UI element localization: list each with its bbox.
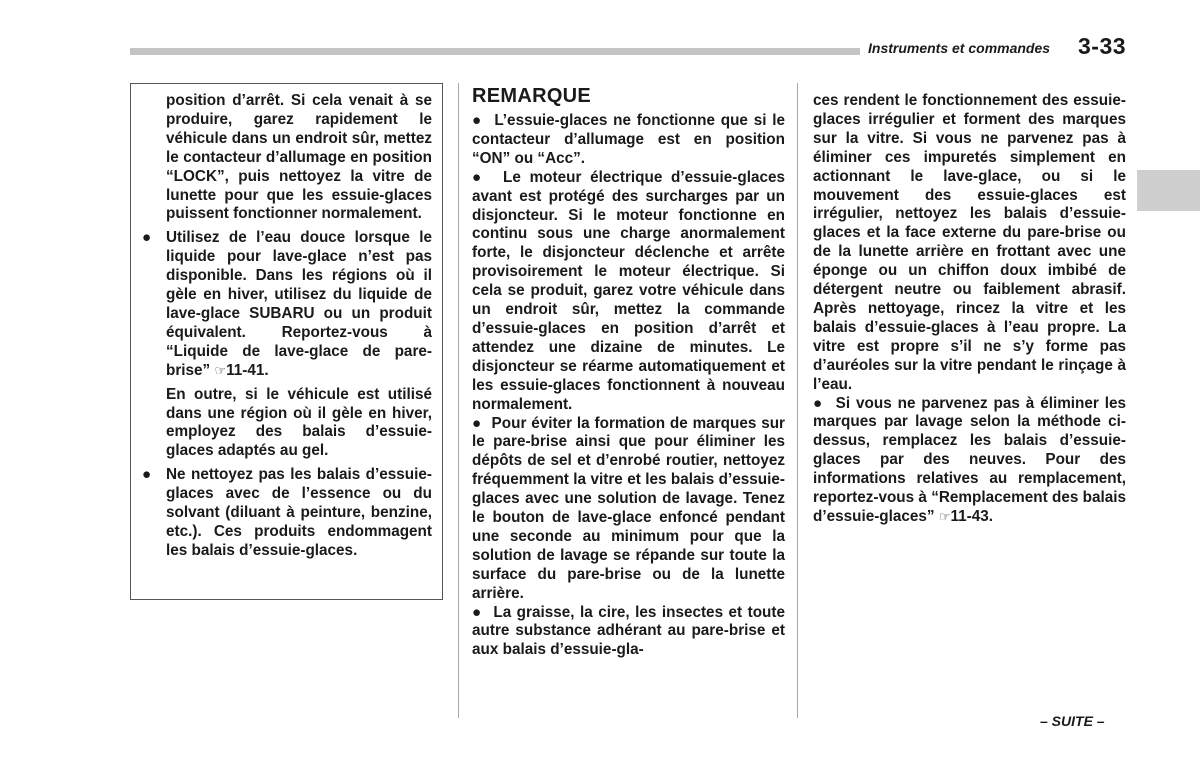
bullet-icon: ●: [472, 168, 486, 186]
remark-text: Le moteur électrique d’essuie-glaces avant est protégé des surcharges par un disjoncteur. Si le moteur fonctionne en continu sous une charge anormalement forte, le disjoncteur déclenche et arrête provisoirement le moteur électrique. Si cela se produit, garez votre véhicule dans un endroit sûr, mettez la commande d’essuie-glaces en position d’arrêt et attendez une dizaine de minutes. Le disjoncteur se réarme automatiquement et les essuie-glaces fonctionnent à nouveau normalement.: [472, 168, 785, 413]
bullet-icon: ●: [472, 112, 483, 129]
warning-bullet-extra: En outre, si le véhicule est utilisé dans une région où il gèle en hiver, employez des balais d’essuie-glaces adaptés au gel.: [166, 385, 432, 460]
remark-item: [472, 169, 785, 415]
remark-text: Si vous ne parvenez pas à éliminer les marques par lavage selon la méthode ci-dessus, remplacez les balais d’essuie-glaces par des neuves. Pour des informations relatives au remplacement, reportez-vous à “Remplacement des balais d’essuie-glaces”: [813, 394, 1127, 525]
warning-content: [142, 92, 432, 561]
remark-item: [472, 415, 785, 604]
remark-item: [472, 112, 785, 169]
remark-item: [813, 395, 1126, 527]
remark-text-continued: ces rendent le fonctionnement des essuie-glaces irrégulier et forment des marques sur la vitre. Si vous ne parvenez pas à éliminer ces impuretés simplement en actionnant le lave-glace, ou si le mouvement des essuie-glaces est irrégulier, nettoyez les balais d’essuie-glaces et la face externe du pare-brise ou de la lunette arrière en frottant avec une éponge ou un chiffon doux imbibé de détergent neutre ou faiblement abrasif. Après nettoyage, rincez la vitre et les balais d’essuie-glaces à l’eau propre. La vitre est propre s’il ne s’y forme pas d’auréoles sur la vitre pendant le rinçage à l’eau.: [813, 92, 1126, 393]
bullet-icon: ●: [472, 603, 483, 621]
continued-label: – SUITE –: [1040, 713, 1105, 729]
bullet-icon: ●: [142, 229, 152, 247]
warning-bullet-text: Utilisez de l’eau douce lorsque le liquide pour lave-glace n’est pas disponible. Dans les régions où il gèle en hiver, utilisez du liquide de lave-glace SUBARU ou un produit équivalent. Reportez-vous à “Liquide de lave-glace de pare-brise”: [166, 229, 432, 379]
remark-text: Pour éviter la formation de marques sur le pare-brise ainsi que pour éliminer les dépôts de sel et d’enrobé routier, nettoyez fréquemment la vitre et les balais d’essuie-glaces avec une solution de lavage. Tenez le bouton de lave-glace enfoncé pendant une seconde au minimum pour que la solution de lavage se répande sur toute la surface du pare-brise ou de la lunette arrière.: [472, 414, 786, 602]
header-rule: [130, 48, 860, 55]
bullet-icon: ●: [142, 466, 152, 484]
remark-column-continued: [813, 92, 1126, 527]
reference-finger-icon: ☞: [938, 508, 951, 524]
warning-bullet-text: Ne nettoyez pas les balais d’essuie-glaces avec de l’essence ou du solvant (diluant à peinture, benzine, etc.). Ces produits endommagent les balais d’essuie-glaces.: [166, 466, 432, 559]
page-reference: 11-41.: [226, 361, 269, 379]
chapter-tab: [1137, 170, 1200, 211]
warning-bullet: [142, 229, 432, 380]
remark-heading: REMARQUE: [472, 85, 592, 107]
page-reference: 11-43.: [950, 507, 994, 525]
column-divider: [458, 83, 459, 718]
bullet-icon: ●: [472, 414, 482, 432]
reference-finger-icon: ☞: [214, 362, 227, 378]
warning-intro: position d’arrêt. Si cela venait à se produire, garez rapidement le véhicule dans un endroit sûr, mettez le contacteur d’allumage en position “LOCK”, puis nettoyez la vitre de lunette pour que les essuie-glaces puissent fonctionner normalement.: [166, 92, 432, 223]
column-divider: [797, 83, 798, 718]
remark-text: La graisse, la cire, les insectes et toute autre substance adhérant au pare-brise et aux balais d’essuie-gla-: [472, 603, 785, 659]
warning-bullet: [142, 466, 432, 561]
bullet-icon: ●: [813, 394, 824, 412]
page-number: 3-33: [1078, 33, 1127, 59]
remark-item: [472, 604, 785, 661]
section-title: Instruments et commandes: [868, 40, 1051, 56]
remark-text: L’essuie-glaces ne fonctionne que si le contacteur d’allumage est en position “ON” ou “Acc”.: [472, 112, 785, 167]
remark-column: [472, 84, 785, 660]
